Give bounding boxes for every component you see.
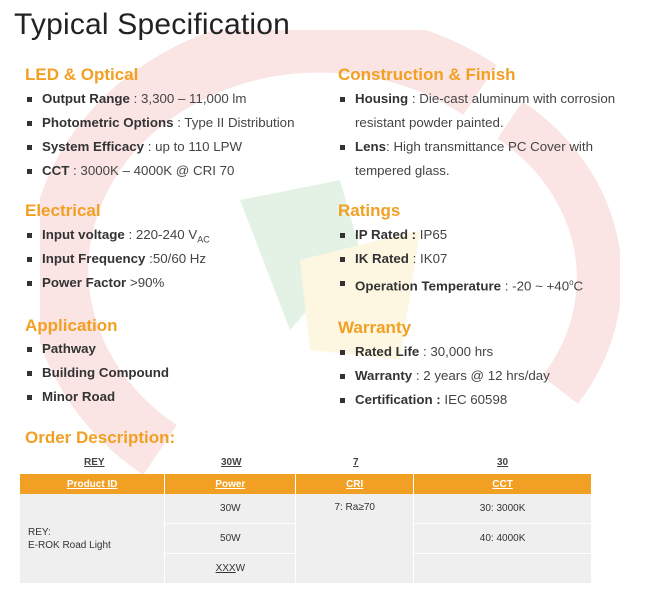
power-cell: 30W (165, 494, 296, 524)
spec-value: IK07 (420, 251, 448, 266)
spec-item (25, 87, 294, 111)
application-item: Building Compound (25, 361, 169, 385)
construction-list (338, 87, 630, 183)
header-cct: CCT (414, 474, 592, 494)
spec-sep: : (124, 227, 136, 242)
spec-sep: : (386, 139, 394, 154)
order-code-cri: 7 (353, 457, 359, 468)
spec-item (338, 135, 630, 183)
application-item: Pathway (25, 337, 169, 361)
header-product-id: Product ID (20, 474, 165, 494)
spec-value: 220-240 V (135, 227, 198, 242)
page-title: Typical Specification (14, 8, 291, 41)
electrical-list (25, 223, 210, 295)
order-table-header-row (20, 474, 592, 494)
spec-item (338, 247, 583, 271)
section-heading-application: Application (25, 316, 118, 335)
order-code-power: 30W (221, 457, 242, 468)
order-code-cct: 30 (497, 457, 509, 468)
spec-value: 3000K – 4000K @ CRI 70 (80, 163, 235, 178)
cct-cell: 40: 4000K (414, 524, 592, 554)
warranty-list (338, 340, 550, 412)
spec-key: System Efficacy (42, 139, 144, 154)
application-item: Minor Road (25, 385, 169, 409)
spec-key: Input Frequency (42, 251, 146, 266)
power-custom-suffix: W (235, 563, 246, 574)
cct-cell: 30: 3000K (414, 494, 592, 524)
spec-value: 2 years @ 12 hrs/day (423, 368, 550, 383)
product-id-code: REY: (28, 526, 51, 538)
spec-key: Certification : (355, 392, 441, 407)
section-heading-construction-finish: Construction & Finish (338, 65, 516, 84)
section-heading-electrical: Electrical (25, 201, 101, 220)
spec-key: Photometric Options (42, 115, 174, 130)
header-power: Power (165, 474, 296, 494)
spec-sep: : (145, 251, 153, 266)
application-list (25, 337, 169, 409)
spec-key: Input voltage (42, 227, 125, 242)
spec-key: Lens (355, 139, 387, 154)
spec-value: 30,000 hrs (430, 344, 494, 359)
cri-cell: 7: Ra≥70 (296, 494, 414, 584)
section-heading-ratings: Ratings (338, 201, 401, 220)
order-description-heading: Order Description: (25, 428, 176, 447)
spec-item (338, 340, 550, 364)
spec-sep: : (412, 368, 424, 383)
power-cell-custom (165, 554, 296, 584)
spec-value-subscript: AC (197, 234, 210, 245)
spec-value: IEC 60598 (444, 392, 508, 407)
spec-sep: : (69, 163, 81, 178)
spec-value: -20 ~ +40 (512, 278, 570, 294)
section-heading-led-optical: LED & Optical (25, 65, 139, 84)
spec-value: 50/60 Hz (152, 251, 207, 266)
spec-item (338, 87, 630, 135)
spec-item (338, 388, 550, 412)
spec-key: Output Range (42, 91, 130, 106)
spec-value: High transmittance PC Cover with tempered glass. (355, 139, 593, 178)
spec-key: Operation Temperature (355, 278, 502, 294)
spec-value: Type II Distribution (184, 115, 295, 130)
spec-sep: : (129, 91, 141, 106)
table-row (20, 494, 592, 524)
spec-key: Rated Life (355, 344, 420, 359)
spec-sep: : (144, 139, 156, 154)
section-heading-warranty: Warranty (338, 318, 412, 337)
spec-value: 3,300 – 11,000 lm (141, 91, 247, 106)
spec-item (25, 271, 210, 295)
spec-value: >90% (129, 275, 165, 290)
spec-item (338, 364, 550, 388)
spec-sep: : (408, 251, 421, 266)
product-id-name: E-ROK Road Light (28, 539, 111, 551)
cct-cell-empty (414, 554, 592, 584)
spec-sep: : (419, 344, 431, 359)
spec-sep: : (173, 115, 185, 130)
power-cell: 50W (165, 524, 296, 554)
spec-sep: : (501, 278, 513, 294)
spec-key: IP Rated : (355, 227, 417, 242)
order-table (20, 474, 592, 584)
spec-sep: : (408, 91, 420, 106)
spec-item (25, 159, 294, 183)
degree-sup: o (569, 278, 574, 287)
spec-key: IK Rated (355, 251, 409, 266)
spec-key: Warranty (355, 368, 413, 383)
led-optical-list (25, 87, 294, 183)
spec-item (25, 135, 294, 159)
spec-item (25, 111, 294, 135)
spec-item (338, 223, 583, 247)
spec-key: Housing (355, 91, 409, 106)
product-id-cell (20, 494, 165, 584)
order-code-product: REY (84, 457, 105, 468)
spec-key: CCT (42, 163, 70, 178)
header-cri: CRI (296, 474, 414, 494)
spec-key: Power Factor (42, 275, 127, 290)
spec-item (25, 223, 210, 247)
spec-value: IP65 (419, 227, 448, 242)
spec-unit: C (573, 278, 584, 294)
ratings-list (338, 223, 583, 295)
spec-value: Die-cast aluminum with corrosion resistant powder painted. (355, 91, 616, 130)
power-custom-prefix: XXX (215, 563, 236, 574)
spec-item (25, 247, 210, 271)
spec-value: up to 110 LPW (155, 139, 243, 154)
spec-item (338, 271, 583, 295)
